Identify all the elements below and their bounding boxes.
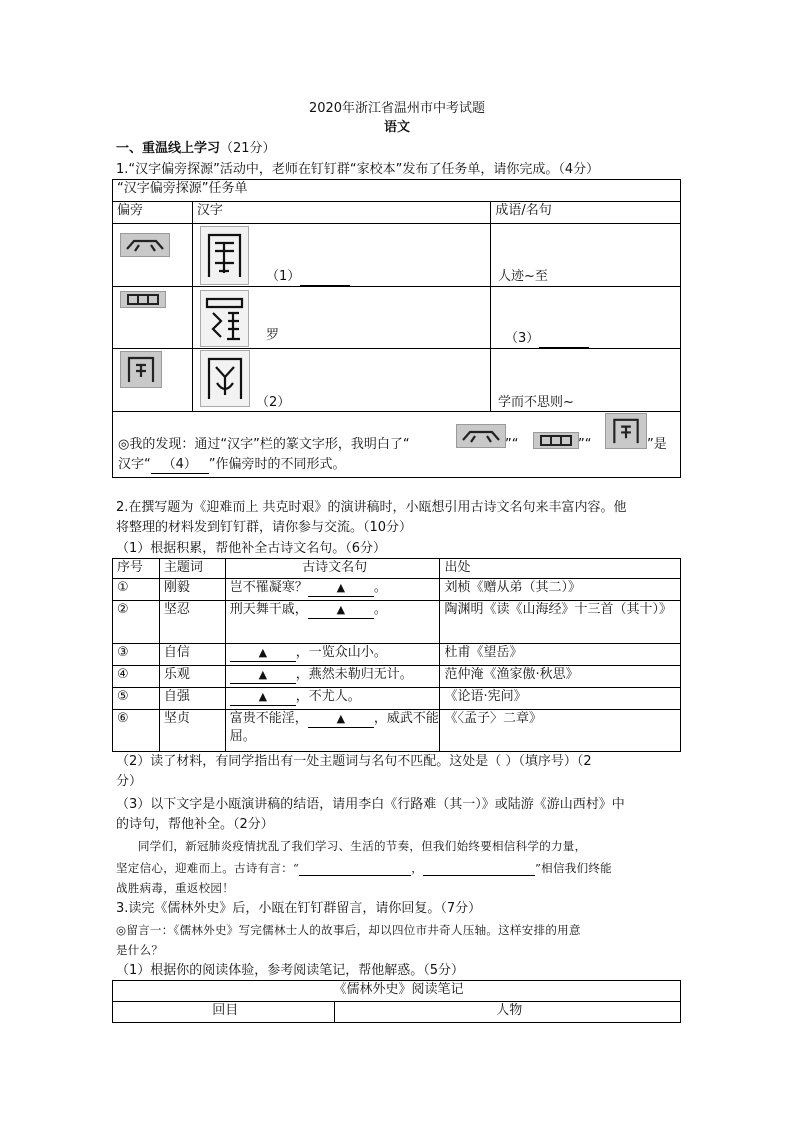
phrase-blank-3 [505,330,589,348]
poem-row-4-no: ④ [113,666,160,688]
header-radical: 偏旁 [113,202,193,224]
header-phrase: 成语/名句 [491,202,681,224]
q3-sub1: （1）根据你的阅读体验，参考阅读笔记，帮他解惑。（5分） [116,963,465,978]
hanzi-luo: 罗 [266,328,280,343]
hanzi-blank-2 [256,394,340,412]
discovery-radical-xue-icon [456,424,506,448]
seal-char-3-icon [200,350,250,407]
poem-row-2-source: 陶渊明《读《山海经》十三首（其十）》 [440,601,681,644]
exam-title: 2020年浙江省温州市中考试题 [308,101,486,116]
q1-task-table [112,179,681,478]
poem-row-6-blank[interactable]: ▲ [308,710,374,728]
poem-row-4-line [225,666,440,688]
phrase-3: 学而不思则~ [498,395,574,410]
poem-row-5-line [225,688,440,710]
poem-row-6-source: 《〈孟子〉二章》 [440,710,681,752]
poem-row-1-pre: 岂不罹凝寒？ [229,580,308,595]
phrase-blank-3-label: （3） [505,331,540,346]
discovery-radical-wang-icon [533,432,579,449]
answer-blank-4[interactable]: （4） [151,456,209,474]
poem-row-1-line [225,579,440,601]
poem-row-3-source: 杜甫《望岳》 [440,644,681,666]
q3-message-line-2: 是什么？ [116,943,164,957]
poem-row-4-blank[interactable]: ▲ [230,666,296,684]
poem-row-1-source: 刘桢《赠从弟（其二）》 [440,579,681,601]
poem-row-2-post: 。 [373,602,387,617]
q2-sub1: （1）根据积累，帮他补全古诗文名句。（6分） [116,541,387,556]
poem-row-6-pre: 富贵不能淫， [229,711,308,726]
poem-row-3-line [225,644,440,666]
poem-row-1-blank[interactable]: ▲ [308,579,374,597]
hanzi-blank-2-label: （2） [256,395,291,410]
section-heading [116,140,276,157]
discovery-quote-1: ”“ [505,437,519,452]
poem-row-3-blank[interactable]: ▲ [230,644,296,662]
notes-header-character: 人物 [334,1002,680,1023]
speech-line-3: 战胜病毒，重返校园！ [116,881,234,895]
hanzi-blank-1-label: （1） [266,269,301,284]
section-heading-label: 一、重温线上学习 [116,141,221,156]
answer-blank-1[interactable] [300,268,350,286]
discovery-text-c2: ”作偏旁时的不同形式。 [208,457,346,472]
poem-row-6-post: ，威武不能屈。 [229,711,439,744]
q1-prompt: 1.“汉字偏旁探源”活动中，老师在钉钉群“家校本”发布了任务单，请你完成。（4分） [116,162,600,177]
q2-prompt-line-1: 2.在撰写题为《迎难而上 共克时艰》的演讲稿时，小瓯想引用古诗文名句来丰富内容。他 [116,500,627,515]
poem-row-5-theme: 自强 [159,688,225,710]
answer-blank-2[interactable] [290,394,340,412]
notes-header-chapter: 回目 [113,1002,335,1023]
header-number: 序号 [113,559,160,579]
poem-row-2-no: ② [113,601,160,644]
poem-row-5-blank[interactable]: ▲ [230,688,296,706]
poem-row-3-no: ③ [113,644,160,666]
speech-blank-1[interactable] [299,861,411,876]
discovery-line-1 [118,436,410,453]
q3-prompt: 3.读完《儒林外史》后，小瓯在钉钉群留言，请你回复。（7分） [116,901,482,916]
hanzi-blank-1 [266,268,350,286]
radical-men-icon [120,351,162,388]
poem-row-1-post: 。 [373,580,387,595]
discovery-quote-2: ”“ [578,437,592,452]
discovery-line-2 [118,456,346,474]
discovery-text-a: ◎我的发现：通过“汉字”栏的篆文字形，我明白了“ [118,437,410,452]
task-table-title: “汉字偏旁探源”任务单 [113,180,681,202]
q2-sub2-line-2: 分） [116,774,143,789]
poem-row-1-theme: 刚毅 [159,579,225,601]
section-heading-score: （21分） [220,141,276,156]
q2-prompt-line-2: 将整理的材料发到钉钉群，请你参与交流。（10分） [116,520,413,535]
poem-row-1-no: ① [113,579,160,601]
phrase-1: 人迹~至 [498,269,548,284]
speech-line-2 [116,860,612,876]
header-source: 出处 [440,559,681,579]
speech-line-1: 同学们，新冠肺炎疫情扰乱了我们学习、生活的节奏，但我们始终要相信科学的力量， [138,839,587,853]
answer-blank-3[interactable] [539,330,589,348]
speech-text-b: ， [411,861,423,875]
poem-row-2-theme: 坚忍 [159,601,225,644]
poem-row-5-source: 《论语·宪问》 [440,688,681,710]
speech-text-c: ”相信我们终能 [535,861,612,875]
poem-row-6-theme: 坚贞 [159,710,225,752]
q2-poem-table [112,558,681,752]
poem-row-5-no: ⑤ [113,688,160,710]
discovery-radical-men-icon [605,413,647,449]
poem-row-6-line [225,710,440,752]
poem-row-6-no: ⑥ [113,710,160,752]
exam-subject: 语文 [383,120,410,135]
q2-sub3-line-1: （3）以下文字是小瓯演讲稿的结语，请用李白《行路难（其一）》或陆游《游山西村》中 [116,797,625,812]
discovery-text-b: ”是 [647,437,667,452]
reading-notes-table [112,980,681,1023]
speech-text-a: 坚定信心，迎难而上。古诗有言：“ [116,861,300,875]
header-line: 古诗文名句 [225,559,440,579]
seal-char-2-icon [200,290,249,347]
poem-row-3-theme: 自信 [159,644,225,666]
poem-row-2-line [225,601,440,644]
poem-row-3-post: ，一览众山小。 [295,645,387,660]
speech-blank-2[interactable] [423,861,535,876]
discovery-text-c1: 汉字“ [118,457,151,472]
header-theme: 主题词 [159,559,225,579]
poem-row-4-source: 范仲淹《渔家傲·秋思》 [440,666,681,688]
poem-row-4-post: ，燕然未勒归无计。 [295,667,413,682]
poem-row-5-post: ，不尤人。 [295,689,361,704]
seal-char-1-icon [200,226,249,285]
q3-message-line-1: ◎留言一：《儒林外史》写完儒林士人的故事后，却以四位市井奇人压轴。这样安排的用意 [116,923,581,937]
poem-row-4-theme: 乐观 [159,666,225,688]
poem-row-2-pre: 刑天舞干戚， [229,602,308,617]
notes-title: 《儒林外史》阅读笔记 [113,981,681,1002]
radical-xue-icon [120,233,170,257]
header-hanzi: 汉字 [192,202,490,224]
poem-row-2-blank[interactable]: ▲ [308,601,374,619]
q2-sub3-line-2: 的诗句，帮他补全。（2分） [116,817,274,832]
radical-wang-icon [120,291,166,308]
q2-sub2-line-1: （2）读了材料，有同学指出有一处主题词与名句不匹配。这处是（ ）（填序号）（2 [116,754,592,769]
